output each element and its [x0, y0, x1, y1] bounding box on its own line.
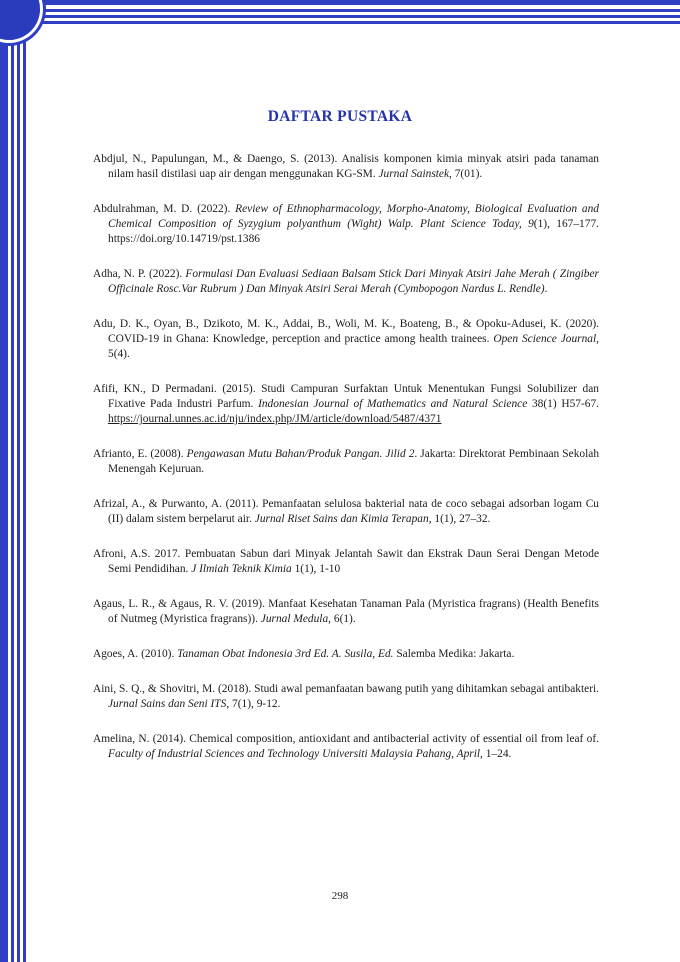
reference-text: Agaus, L. R., & Agaus, R. V. (2019). Manfaat Kesehatan Tanaman Pala (Myristica fragrans) (Health Benefits of Nutmeg (Myristica fragrans)).	[93, 598, 599, 625]
reference-source-title: Faculty of Industrial Sciences and Technology Universiti Malaysia Pahang, April	[108, 748, 481, 760]
reference-details: 38(1) H57-67.	[527, 398, 599, 410]
reference-details: , 6(1).	[328, 613, 356, 625]
reference-item	[93, 647, 599, 662]
reference-item	[93, 152, 599, 182]
reference-text: Agoes, A. (2010).	[93, 648, 178, 660]
reference-item	[93, 497, 599, 527]
reference-details: . Jakarta: Direktorat Pembinaan Sekolah Menengah Kejuruan.	[108, 448, 600, 475]
reference-source-title: Jurnal Medula	[260, 613, 329, 625]
corner-ornament	[0, 0, 40, 40]
reference-source-title: Review of Ethnopharmacology, Morpho-Anatomy, Biological Evaluation and Chemical Composition of Syzygium polyanthum (Wight) Walp. Plant Science Today, 9	[108, 203, 599, 230]
reference-source-title: Open Science Journal	[493, 333, 597, 345]
frame-stripe-left	[11, 0, 14, 962]
reference-text: Amelina, N. (2014). Chemical composition, antioxidant and antibacterial activity of essential oil from leaf of.	[93, 733, 599, 745]
reference-text: Afifi, KN., D Permadani. (2015). Studi Campuran Surfaktan Untuk Menentukan Fungsi Solubilizer dan Fixative Pada Industri Parfum.	[93, 383, 599, 410]
reference-details: , 7(01).	[449, 168, 483, 180]
page-title: DAFTAR PUSTAKA	[267, 108, 413, 125]
reference-item	[93, 447, 599, 477]
reference-details: Salemba Medika: Jakarta.	[393, 648, 515, 660]
frame-stripe-left	[0, 0, 8, 962]
reference-item	[93, 682, 599, 712]
reference-details: (1), 167–177. https://doi.org/10.14719/pst.1386	[108, 218, 599, 245]
reference-item	[93, 202, 599, 247]
reference-text: Abdjul, N., Papulungan, M., & Daengo, S. (2013). Analisis komponen kimia minyak atsiri pada tanaman nilam hasil distilasi uap air dengan menggunakan KG-SM.	[93, 153, 599, 180]
page-number: 298	[331, 890, 349, 902]
reference-text: Aini, S. Q., & Shovitri, M. (2018). Studi awal pemanfaatan bawang putih yang dihitamkan sebagai antibakteri.	[93, 683, 599, 695]
reference-text: Adha, N. P. (2022).	[93, 268, 186, 280]
reference-details: , 5(4).	[108, 333, 599, 360]
frame-stripe-left	[17, 0, 20, 962]
reference-text: Afrizal, A., & Purwanto, A. (2011). Pemanfaatan selulosa bakterial nata de coco sebagai adsorban logam Cu (II) dalam sistem berpelarut air.	[93, 498, 599, 525]
reference-item	[93, 597, 599, 627]
reference-details: , 1(1), 27–32.	[428, 513, 491, 525]
reference-details: , 7(1), 9-12.	[226, 698, 281, 710]
frame-stripe-top	[0, 9, 680, 12]
frame-stripe-left	[23, 0, 26, 962]
reference-source-title: Formulasi Dan Evaluasi Sediaan Balsam Stick Dari Minyak Atsiri Jahe Merah ( Zingiber Officinale Rosc.Var Rubrum ) Dan Minyak Atsiri Serai Merah (Cymbopogon Nardus L. Rendle)	[108, 268, 599, 295]
reference-list	[93, 152, 599, 782]
frame-stripe-top	[0, 21, 680, 24]
reference-source-title: Pengawasan Mutu Bahan/Produk Pangan. Jilid 2	[186, 448, 415, 460]
reference-text: Afrianto, E. (2008).	[93, 448, 187, 460]
frame-stripe-top	[0, 0, 680, 5]
reference-item	[93, 382, 599, 427]
reference-source-title: J Ilmiah Teknik Kimia	[191, 563, 292, 575]
reference-text: Afroni, A.S. 2017. Pembuatan Sabun dari Minyak Jelantah Sawit dan Ekstrak Daun Serai Dengan Metode Semi Pendidihan.	[93, 548, 599, 575]
reference-source-title: Jurnal Sainstek	[378, 168, 450, 180]
reference-item	[93, 732, 599, 762]
reference-item	[93, 547, 599, 577]
reference-source-title: Jurnal Sains dan Seni ITS	[108, 698, 227, 710]
reference-source-title: Tanaman Obat Indonesia 3rd Ed. A. Susila, Ed.	[177, 648, 394, 660]
reference-details: 1(1), 1-10	[291, 563, 341, 575]
reference-text: Adu, D. K., Oyan, B., Dzikoto, M. K., Addai, B., Woli, M. K., Boateng, B., & Opoku-Adusei, K. (2020). COVID-19 in Ghana: Knowledge, perception and practice among health trainees.	[93, 318, 599, 345]
reference-item	[93, 317, 599, 362]
reference-item	[93, 267, 599, 297]
reference-details: .	[544, 283, 548, 295]
frame-stripe-top	[0, 15, 680, 18]
reference-source-title: Jurnal Riset Sains dan Kimia Terapan	[254, 513, 429, 525]
reference-url-link[interactable]: https://journal.unnes.ac.id/nju/index.php/JM/article/download/5487/4371	[108, 413, 442, 425]
reference-details: , 1–24.	[480, 748, 512, 760]
reference-source-title: Indonesian Journal of Mathematics and Natural Science	[258, 398, 528, 410]
reference-text: Abdulrahman, M. D. (2022).	[93, 203, 236, 215]
